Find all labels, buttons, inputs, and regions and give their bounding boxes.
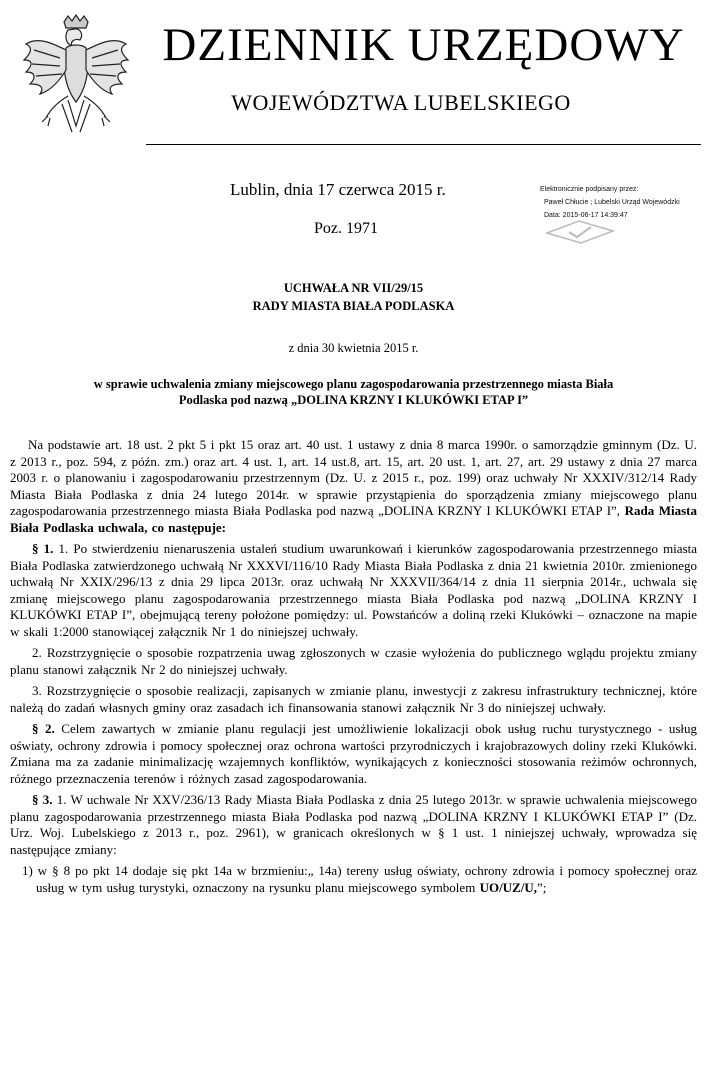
list-item-end: ”; [536,879,547,895]
section-2-label: § 2. [32,721,55,736]
list-item [10,863,697,896]
signature-line-1: Elektronicznie podpisany przez: [540,186,639,193]
signature-line-3: Data: 2015-06-17 14:39:47 [544,212,628,219]
act-issuer: RADY MIASTA BIAŁA PODLASKA [252,299,455,313]
masthead-subtitle: WOJEWÓDZTWA LUBELSKIEGO [231,90,571,115]
signature-line-2: Paweł Chłucie ; Lubelski Urząd Wojewódzki [544,199,680,206]
masthead-title: DZIENNIK URZĘDOWY [162,19,685,71]
publication-date: Lublin, dnia 17 czerwca 2015 r. [230,180,446,199]
position-number: Poz. 1971 [314,220,378,237]
section-1-paragraph-3: 3. Rozstrzygnięcie o sposobie realizacji, zapisanych w zmianie planu, inwestycji z zakresu infrastruktury technicznej, które należą do zadań własnych gminy oraz zasadach ich finansowania stanowi załącznik Nr 3 do niniejszej uchwały. [10,683,697,715]
preamble-paragraph [10,437,697,536]
act-subject-line-1: w sprawie uchwalenia zmiany miejscowego planu zagospodarowania przestrzennego miasta Biała [93,377,614,391]
list-item-symbol: UO/UZ/U, [479,879,537,895]
section-2-paragraph [10,721,697,787]
section-2-text: Celem zawartych w zmianie planu regulacji jest umożliwienie lokalizacji obok usług ruchu turystycznego - usług oświaty, ochrony zdrowia i pomocy społecznej oraz ochrona wartości przyrodniczych i krajobrazowych doliny rzeki Klukówki. Zmiana ma za zadanie minimalizację wzajemnych konfliktów, wynikających z konieczności stosowania reżimów ochronnych, różnego przeznaczenia terenów i różnych zasad zagospodarowania. [10,721,698,786]
preamble-text: Na podstawie art. 18 ust. 2 pkt 5 i pkt 15 oraz art. 40 ust. 1 ustawy z dnia 8 marca 1990r. o samorządzie gminnym (Dz. U. z 2013 r., poz. 594, z późn. zm.) oraz art. 4 ust. 1, art. 14 ust.8, art. 15, art. 20 ust. 1, art. 27, art. 29 ustawy z dnia 27 marca 2003 r. o planowaniu i zagospodarowaniu przestrzennym (Dz. U. z 2015 r., poz. 199) oraz uchwały Nr XXXIV/312/14 Rady Miasta Biała Podlaska z dnia 24 lutego 2014r. w sprawie przystąpienia do sporządzenia zmiany miejscowego planu zagospodarowania przestrzennego miasta Biała Podlaska pod nazwą „DOLINA KRZNY I KLUKÓWKI ETAP I”, [10,437,697,518]
preamble-enacting-clause: Rada Miasta Biała Podlaska uchwala, co następuje: [10,503,698,535]
list-item-text: 1) w § 8 po pkt 14 dodaje się pkt 14a w brzmieniu:„ 14a) tereny usług oświaty, ochrony zdrowia i pomocy społecznej oraz usług w tym usług turystyki, oznaczony na rysunku planu miejscowego symbolem [22,863,697,895]
act-body [10,437,697,901]
section-1-paragraph-2: 2. Rozstrzygnięcie o sposobie rozpatrzenia uwag zgłoszonych w czasie wyłożenia do publicznego wglądu projektu zmiany planu stanowi załącznik Nr 2 do niniejszej uchwały. [10,645,697,677]
act-title: UCHWAŁA NR VII/29/15 [283,281,424,295]
act-date: z dnia 30 kwietnia 2015 r. [288,341,419,355]
section-1-label: § 1. [32,541,54,556]
polish-eagle-emblem-icon [20,14,132,144]
act-subject-line-2: Podlaska pod nazwą „DOLINA KRZNY I KLUKÓWKI ETAP I” [178,393,529,407]
section-1-paragraph-1 [10,541,697,640]
header-divider [146,144,701,145]
signature-checkmark-icon [545,219,615,245]
electronic-signature-block [540,183,705,222]
section-3-paragraph [10,792,697,858]
section-3-label: § 3. [32,792,53,807]
section-3-text: 1. W uchwale Nr XXV/236/13 Rady Miasta Biała Podlaska z dnia 25 lutego 2013r. w sprawie uchwalenia miejscowego planu zagospodarowania przestrzennego miasta Biała Podlaska pod nazwą „DOLINA KRZNY I KLUKÓWKI ETAP I” (Dz. Urz. Woj. Lubelskiego z 2013 r., poz. 2961), w granicach określonych w § 1 ust. 1 niniejszej uchwały, wprowadza się następujące zmiany: [10,792,697,857]
section-1-text: 1. Po stwierdzeniu nienaruszenia ustaleń studium uwarunkowań i kierunków zagospodarowania przestrzennego miasta Biała Podlaska zatwierdzonego uchwałą Nr XXXVI/116/10 Rady Miasta Biała Podlaska z dnia 21 kwietnia 2010r. zmienionego uchwałą Nr XXIX/296/13 z dnia 29 lipca 2013r. oraz uchwałą Nr XXXVII/364/14 z dnia 11 sierpnia 2014r., uchwala się zmianę miejscowego planu zagospodarowania przestrzennego miasta Biała Podlaska pod nazwą „DOLINA KRZNY I KLUKÓWKI ETAP I”, obejmującą tereny położone pomiędzy: ul. Powstańców a doliną rzeki Klukówki – oznaczone na mapie w skali 1:2000 stanowiącej załącznik Nr 1 do niniejszej uchwały. [10,541,698,639]
